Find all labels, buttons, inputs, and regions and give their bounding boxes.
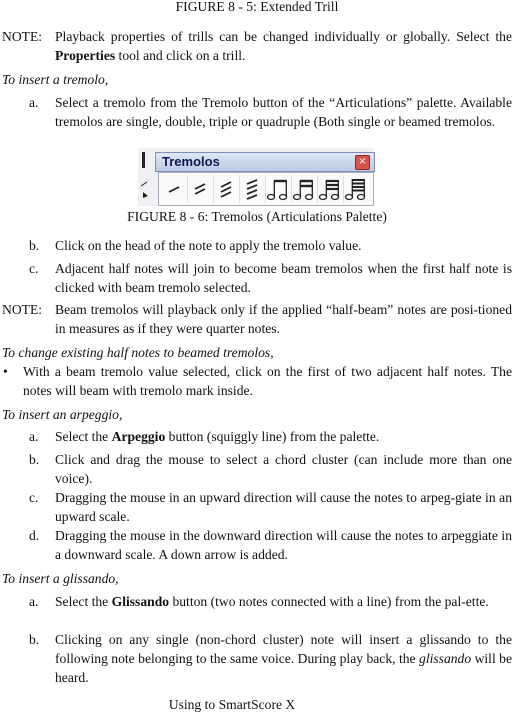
half-note-triple-beam-icon[interactable]: [317, 175, 344, 203]
step-letter: b.: [29, 452, 40, 467]
figure-8-6-caption: FIGURE 8 - 6: Tremolos (Articulations Palette): [127, 209, 387, 224]
triple-slash-icon[interactable]: [213, 175, 240, 203]
palette-button-row: [158, 172, 374, 206]
arpeggio-bold: Arpeggio: [111, 429, 166, 444]
step-letter: a.: [29, 594, 39, 609]
step-letter: c.: [29, 490, 39, 505]
tremolos-palette: [138, 148, 374, 206]
glissando-italic: glissando: [419, 651, 472, 666]
tremolo-heading: To insert a tremolo,: [2, 72, 109, 87]
step-text-part: Select the: [55, 429, 112, 444]
palette-grip-icon: [140, 150, 150, 204]
glissando-heading: To insert a glissando,: [2, 571, 119, 586]
half-note-quadruple-beam-icon[interactable]: [343, 175, 369, 203]
arpeggio-step-a: [55, 427, 512, 446]
glissando-step-a: [55, 592, 512, 611]
double-slash-icon[interactable]: [187, 175, 214, 203]
step-letter: b.: [29, 632, 40, 647]
bullet: •: [3, 364, 8, 379]
step-letter: b.: [29, 238, 40, 253]
palette-title: Tremolos: [162, 154, 220, 169]
half-note-single-beam-icon[interactable]: [265, 175, 292, 203]
glissando-bold: Glissando: [111, 594, 170, 609]
beamed-tremolo-step: With a beam tremolo value selected, click on the first of two adjacent half notes. The notes will beam with tremolo mark inside.: [23, 364, 512, 398]
note-text: [55, 27, 512, 65]
properties-bold: Properties: [55, 48, 116, 63]
beamed-tremolo-heading: To change existing half notes to beamed tremolos,: [2, 345, 274, 360]
palette-titlebar[interactable]: [155, 152, 375, 172]
single-slash-icon[interactable]: [161, 175, 188, 203]
step-letter: a.: [29, 429, 39, 444]
note-label: NOTE:: [2, 29, 43, 44]
step-text-part: Select the: [55, 594, 112, 609]
arpeggio-step-b: Click and drag the mouse to select a chord cluster (can include more than one voice).: [55, 452, 512, 486]
tremolo-step-c: Adjacent half notes will join to become beam tremolos when the first half note is clicked with beam tremolo selected.: [55, 261, 512, 295]
step-letter: a.: [29, 95, 39, 110]
step-text-part: button (squiggly line) from the palette.: [165, 429, 380, 444]
step-letter: c.: [29, 261, 39, 276]
step-text-part: Clicking on any single (non-chord cluster) note will insert a glissando to the following note belonging to the same voice. During play back, the: [55, 632, 512, 666]
step-text-part: button (two notes connected with a line) from the pal-ette.: [169, 594, 489, 609]
arpeggio-heading: To insert an arpeggio,: [2, 407, 123, 422]
close-icon[interactable]: ×: [355, 155, 370, 170]
quadruple-slash-icon[interactable]: [239, 175, 266, 203]
arpeggio-step-d: Dragging the mouse in the downward direction will cause the notes to arpeggiate in a downward scale. A down arrow is added.: [55, 528, 512, 562]
note-label: NOTE:: [2, 302, 43, 317]
note-text-part: Playback properties of trills can be changed individually or globally. Select the: [55, 29, 512, 44]
tremolo-step-b: Click on the head of the note to apply the tremolo value.: [55, 238, 362, 253]
page-footer: Using to SmartScore X: [168, 697, 296, 712]
arpeggio-step-c: Dragging the mouse in an upward direction will cause the notes to arpeg-giate in an upward scale.: [55, 490, 512, 524]
tremolo-step-a: Select a tremolo from the Tremolo button of the “Articulations” palette. Available tremolos are single, double, triple or quadruple (Both single or beamed tremolos.: [55, 95, 512, 129]
note-text: Beam tremolos will playback only if the applied “half-beam” notes are posi-tioned in measures as if they were quarter notes.: [55, 302, 512, 336]
note-text-part: tool and click on a trill.: [115, 48, 246, 63]
glissando-step-b: [55, 630, 512, 687]
half-note-double-beam-icon[interactable]: [291, 175, 318, 203]
step-letter: d.: [29, 528, 40, 543]
step-text-part: will be heard.: [55, 651, 512, 685]
figure-8-5-caption: FIGURE 8 - 5: Extended Trill: [175, 0, 339, 14]
